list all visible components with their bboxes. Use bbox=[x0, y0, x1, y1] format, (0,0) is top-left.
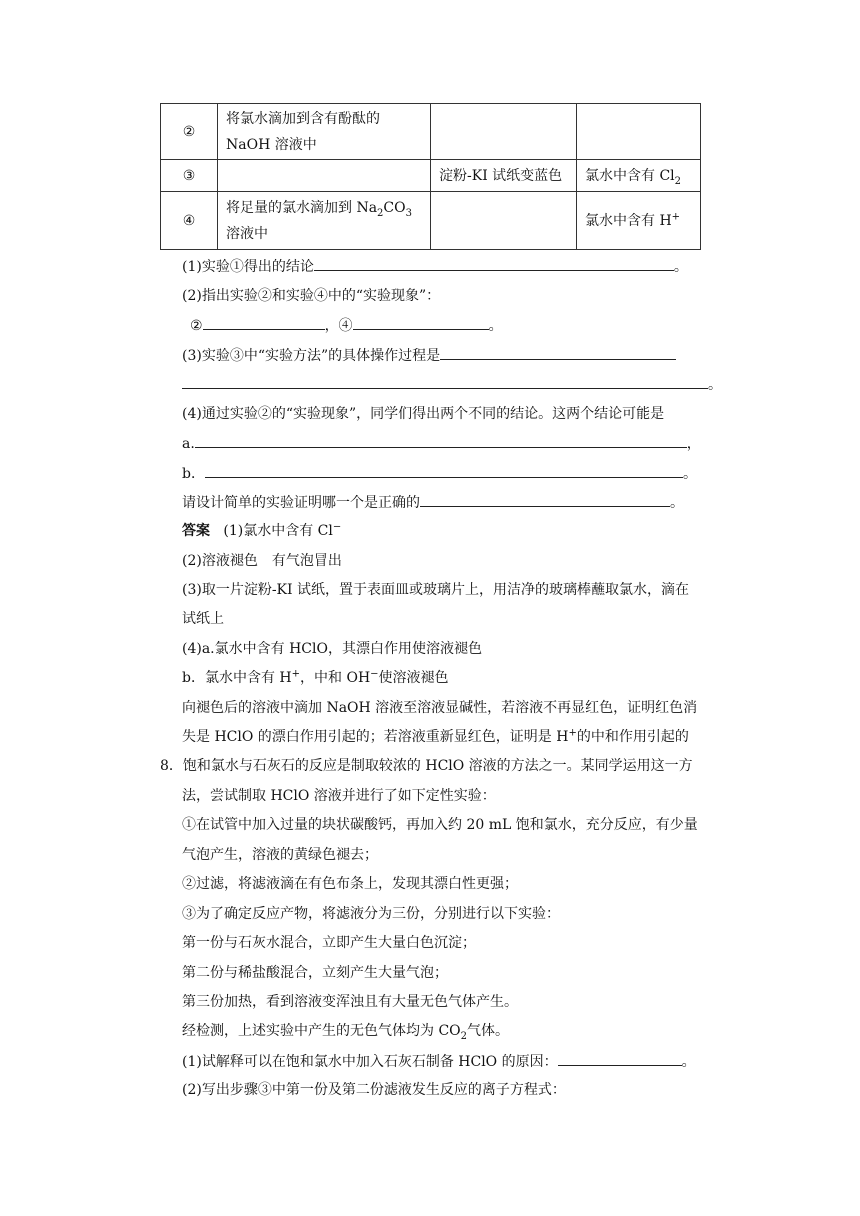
table-row bbox=[161, 160, 701, 192]
answer-blank[interactable] bbox=[440, 345, 676, 360]
answer-blank[interactable] bbox=[195, 433, 687, 448]
answer-3-cont: 试纸上 bbox=[182, 611, 224, 627]
phenomenon-cell bbox=[431, 192, 577, 250]
answer-4-design-cont: 失是 HClO 的漂白作用引起的；若溶液重新显红色，证明是 H+的中和作用引起的 bbox=[182, 727, 689, 745]
experiment-table bbox=[160, 103, 701, 250]
question-8-stem: 8．饱和氯水与石灰石的反应是制取较浓的 HClO 溶液的方法之一。某同学运用这一方 bbox=[160, 758, 693, 774]
answer-blank[interactable] bbox=[353, 315, 489, 330]
answer-blank[interactable] bbox=[182, 374, 708, 389]
method-cell: 将足量的氯水滴加到 $Na_2CO_3$ 溶液中 bbox=[218, 192, 431, 250]
phenomenon-cell bbox=[431, 104, 577, 160]
answer-4-design: 向褪色后的溶液中滴加 NaOH 溶液至溶液显碱性，若溶液不再显红色，证明红色消 bbox=[182, 700, 698, 716]
answer-blank[interactable] bbox=[205, 463, 683, 478]
answer-4a: (4)a.氯水中含有 HClO，其漂白作用使溶液褪色 bbox=[182, 641, 482, 657]
row-number: ④ bbox=[161, 192, 218, 250]
phenomenon-cell: 淀粉-KI 试纸变蓝色 bbox=[431, 160, 577, 192]
question-4: (4)通过实验②的“实验现象”，同学们得出两个不同的结论。这两个结论可能是 bbox=[182, 406, 665, 422]
question-3: (3)实验③中“实验方法”的具体操作过程是 bbox=[182, 345, 676, 366]
answer-blank[interactable] bbox=[203, 315, 325, 330]
method-cell: 将氯水滴加到含有酚酞的 NaOH 溶液中 bbox=[218, 104, 431, 160]
answer-blank[interactable] bbox=[420, 492, 670, 507]
question-8-step3: ③为了确定反应产物，将滤液分为三份，分别进行以下实验： bbox=[182, 906, 560, 922]
row-number: ② bbox=[161, 104, 218, 160]
question-8-part2: 第二份与稀盐酸混合，立刻产生大量气泡； bbox=[182, 965, 448, 981]
answer-4b: b．氯水中含有 H+，中和 OH−使溶液褪色 bbox=[182, 668, 449, 686]
question-8-detection: 经检测，上述实验中产生的无色气体均为 $CO_2$气体。 bbox=[182, 1023, 510, 1042]
conclusion-cell: 氯水中含有 $Cl_2$ bbox=[577, 160, 701, 192]
question-8-q2: (2)写出步骤③中第一份及第二份滤液发生反应的离子方程式： bbox=[182, 1082, 566, 1098]
answer-3: (3)取一片淀粉-KI 试纸，置于表面皿或玻璃片上，用洁净的玻璃棒蘸取氯水，滴在 bbox=[182, 582, 689, 598]
question-4-design: 请设计简单的实验证明哪一个是正确的 。 bbox=[182, 492, 684, 513]
method-cell bbox=[218, 160, 431, 192]
answer-blank[interactable] bbox=[558, 1051, 682, 1066]
question-8-stem-cont: 法，尝试制取 HClO 溶液并进行了如下定性实验： bbox=[182, 788, 496, 804]
question-2: (2)指出实验②和实验④中的“实验现象”： bbox=[182, 288, 441, 304]
question-4b: b． 。 bbox=[182, 463, 697, 484]
answer-blank[interactable] bbox=[314, 256, 674, 271]
question-8-step1-cont: 气泡产生，溶液的黄绿色褪去； bbox=[182, 847, 378, 863]
question-8-part1: 第一份与石灰水混合，立即产生大量白色沉淀； bbox=[182, 935, 476, 951]
question-2-blanks: ② ，④ 。 bbox=[190, 315, 503, 336]
question-8-q1: (1)试解释可以在饱和氯水中加入石灰石制备 HClO 的原因： 。 bbox=[182, 1051, 696, 1072]
question-8-part3: 第三份加热，看到溶液变浑浊且有大量无色气体产生。 bbox=[182, 994, 518, 1010]
row-number: ③ bbox=[161, 160, 218, 192]
answer-1: 答案 (1)氯水中含有 Cl− bbox=[182, 521, 342, 539]
question-8-step2: ②过滤，将滤液滴在有色布条上，发现其漂白性更强； bbox=[182, 876, 518, 892]
answer-2: (2)溶液褪色 有气泡冒出 bbox=[182, 553, 342, 569]
question-1: (1)实验①得出的结论 。 bbox=[182, 256, 688, 277]
question-8-step1: ①在试管中加入过量的块状碳酸钙，再加入约 20 mL 饱和氯水，充分反应，有少量 bbox=[182, 817, 698, 833]
table-row bbox=[161, 104, 701, 160]
conclusion-cell: 氯水中含有 H+ bbox=[577, 192, 701, 250]
table-row bbox=[161, 192, 701, 250]
question-3-cont: 。 bbox=[182, 374, 722, 395]
answer-label: 答案 bbox=[182, 523, 210, 539]
question-4a: a. ， bbox=[182, 433, 701, 454]
conclusion-cell bbox=[577, 104, 701, 160]
